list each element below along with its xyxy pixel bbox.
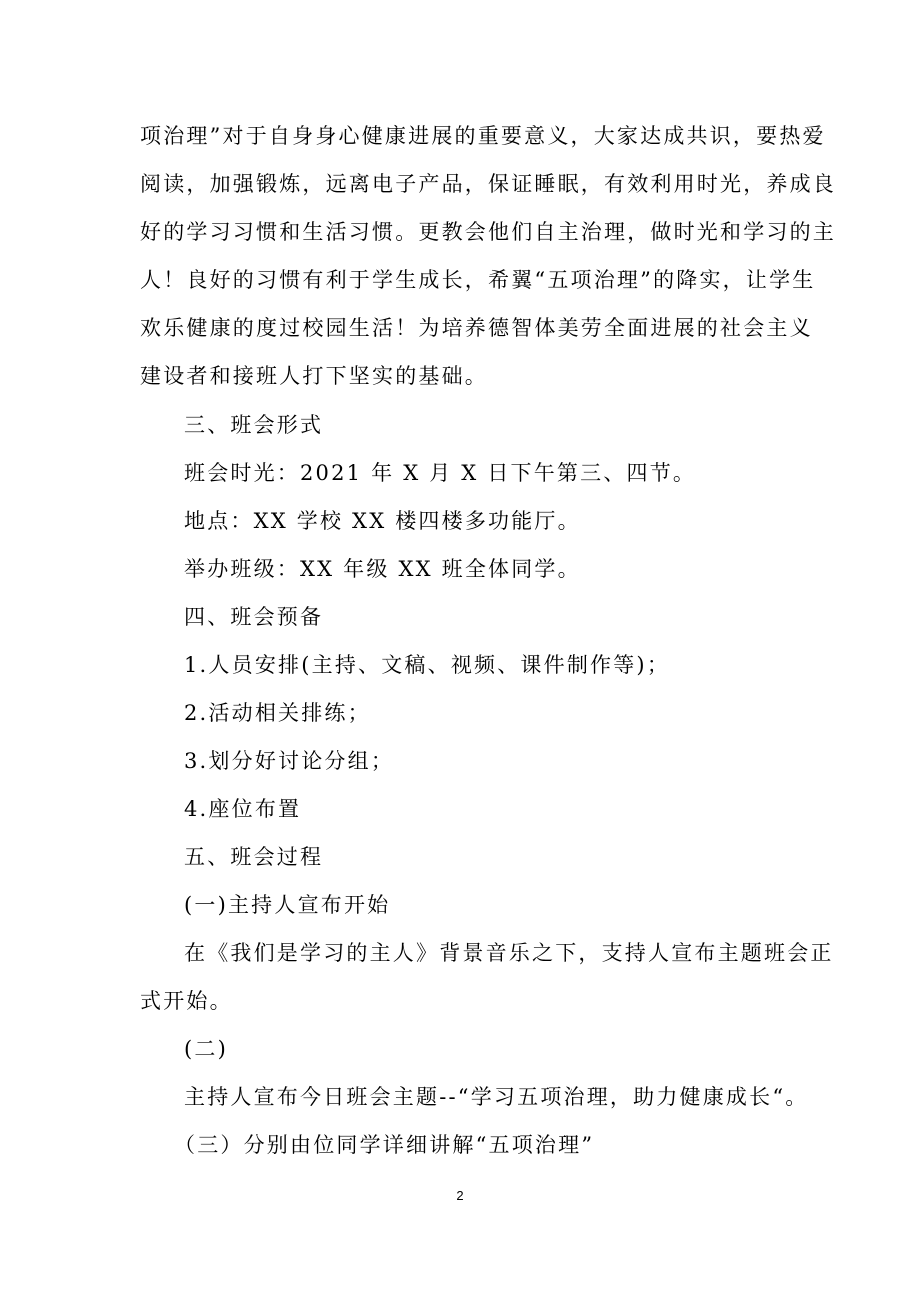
meeting-organizer: 举办班级：XX 年级 XX 班全体同学。: [184, 557, 581, 581]
step-2-heading: (二): [184, 1037, 228, 1061]
prep-item-2: 2.活动相关排练；: [184, 701, 371, 725]
section-heading-form: 三、班会形式: [184, 413, 324, 437]
section-heading-prep: 四、班会预备: [184, 605, 324, 629]
body-line-4: 人！良好的习惯有利于学生成长，希翼“五项治理”的降实，让学生: [140, 268, 816, 292]
step-3-heading: （三）分别由位同学详细讲解“五项治理”: [174, 1133, 595, 1157]
step-1-text-line-1: 在《我们是学习的主人》背景音乐之下，支持人宣布主题班会正: [184, 941, 834, 965]
prep-item-3: 3.划分好讨论分组；: [184, 749, 395, 773]
body-line-3: 好的学习习惯和生活习惯。更教会他们自主治理，做时光和学习的主: [140, 220, 836, 244]
body-line-6: 建设者和接班人打下坚实的基础。: [140, 364, 488, 388]
prep-item-4: 4.座位布置: [184, 797, 302, 821]
body-line-1: 项治理”对于自身身心健康进展的重要意义，大家达成共识，要热爱: [140, 124, 826, 148]
page-number: 2: [456, 1188, 464, 1203]
step-1-text-line-2: 式开始。: [140, 989, 233, 1013]
section-heading-process: 五、班会过程: [184, 845, 324, 869]
body-line-2: 阅读，加强锻炼，远离电子产品，保证睡眠，有效利用时光，养成良: [140, 172, 836, 196]
prep-item-1: 1.人员安排(主持、文稿、视频、课件制作等)；: [184, 653, 671, 677]
meeting-location: 地点：XX 学校 XX 楼四楼多功能厅。: [184, 509, 581, 533]
body-line-5: 欢乐健康的度过校园生活！为培养德智体美劳全面进展的社会主义: [140, 316, 813, 340]
meeting-time: 班会时光：2021 年 X 月 X 日下午第三、四节。: [184, 461, 697, 485]
step-1-heading: (一)主持人宣布开始: [184, 893, 391, 917]
step-2-text: 主持人宣布今日班会主题--“学习五项治理，助力健康成长“。: [184, 1085, 809, 1109]
